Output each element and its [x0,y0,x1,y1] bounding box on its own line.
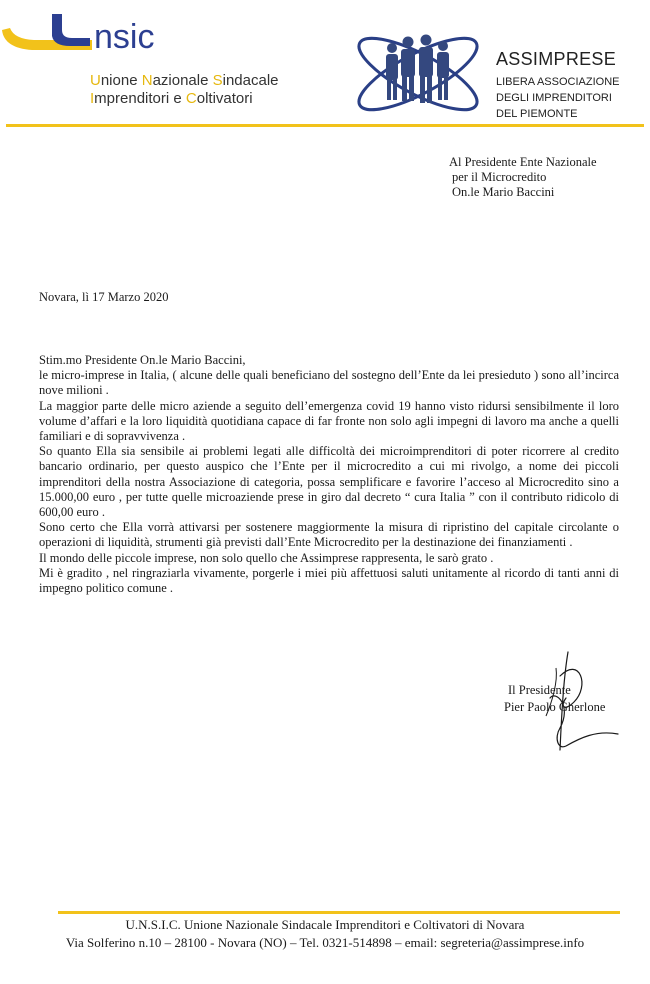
addressee-line: On.le Mario Baccini [452,185,555,199]
subtitle-initial: U [90,72,101,89]
footer-divider [58,911,620,914]
addressee-block [449,155,597,200]
addressee-line: Al Presidente Ente Nazionale [449,155,597,169]
subtitle-word: oltivatori [196,90,253,107]
body-paragraph: Mi è gradito , nel ringraziarla vivamente, porgerle i miei più affettuosi saluti unitamente al ricordo di tanti anni di impegno politico comune . [39,565,619,596]
unsic-subtitle-line-2 [90,90,340,108]
subtitle-word: nione [100,72,142,89]
date-line: Novara, lì 17 Marzo 2020 [39,290,169,304]
assimprese-tagline [496,74,620,122]
subtitle-initial: C [185,90,197,107]
body-paragraph: Sono certo che Ella vorrà attivarsi per sostenere maggiormente la misura di ripristino del capitale circolante o operazioni di liquidità, strumenti già previsti dall’Ente Microcredito per la destinazione dei finanziamenti . [39,520,619,550]
subtitle-word: azionale [152,72,213,89]
footer-organization: U.N.S.I.C. Unione Nazionale Sindacale Imprenditori e Coltivatori di Novara [125,917,525,932]
subtitle-initial: I [90,90,95,107]
signature-title: Il Presidente [508,683,571,697]
unsic-logo [0,6,200,68]
unsic-subtitle-line-1 [90,72,340,90]
subtitle-initial: N [141,72,153,89]
body-paragraph: le micro-imprese in Italia, ( alcune delle quali beneficiano del sostegno dell’Ente da lei presieduto ) sono all’incirca nove milioni . [39,368,619,398]
salutation: Stim.mo Presidente On.le Mario Baccini, [39,353,246,367]
assimprese-tagline-line: LIBERA ASSOCIAZIONE [496,76,620,88]
signature-name: Pier Paolo Gherlone [504,700,606,714]
assimprese-emblem [348,22,488,124]
body-paragraph: So quanto Ella sia sensibile ai problemi legati alle difficoltà dei microimprenditori di poter ricorrere al credito bancario ordinario, per questo auspico che l’Ente per il microcredito a cui mi rivolgo, a nome dei piccoli imprenditori della nostra Associazione di categoria, possa semplificare e favorire l’acceso al Microcredito sino a 15.000,00 euro , per tutte quelle microaziende prese in giro dal decreto “ cura Italia ” con il contributo ridicolo di 600,00 euro . [39,444,619,520]
handwritten-signature [500,646,620,762]
letter-body [39,353,619,596]
subtitle-word: mprenditori e [94,90,186,107]
body-paragraph: Il mondo delle piccole imprese, non solo quello che Assimprese rappresenta, le sarò grato . [39,550,494,565]
unsic-subtitle [90,72,340,108]
unsic-logo-wordmark: nsic [94,18,155,56]
footer-contact: Via Solferino n.10 – 28100 - Novara (NO) – Tel. 0321-514898 – email: segreteria@assimprese.info [65,935,585,950]
addressee-line: per il Microcredito [452,170,547,184]
subtitle-word: indacale [222,72,279,89]
header-divider [6,124,644,127]
assimprese-tagline-line: DEL PIEMONTE [496,108,578,120]
subtitle-initial: S [212,72,223,89]
assimprese-tagline-line: DEGLI IMPRENDITORI [496,92,612,104]
assimprese-name: ASSIMPRESE [496,49,617,69]
body-paragraph: La maggior parte delle micro aziende a seguito dell’emergenza covid 19 hanno visto ridursi sensibilmente il loro volume d’affari e la loro liquidità quotidiana capace di far fronte non solo agli impegni di lavoro ma anche a quelli familiari e di sopravvivenza . [39,398,619,444]
